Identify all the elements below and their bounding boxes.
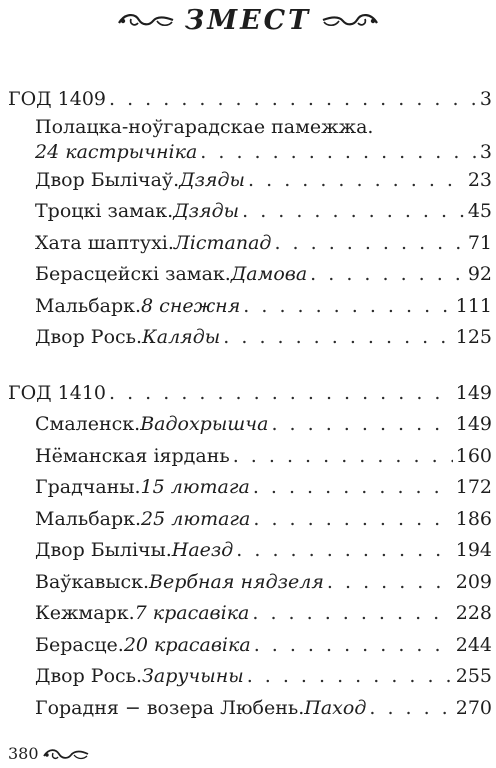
- entry-place: Берасцейскі замак.: [35, 263, 231, 285]
- flourish-ornament-icon: [321, 9, 379, 31]
- toc-entry[interactable]: [8, 661, 492, 693]
- page-number: 209: [455, 570, 492, 593]
- dot-leader: [327, 567, 453, 599]
- page-number: 3: [479, 88, 492, 110]
- page-number: 172: [455, 476, 492, 498]
- entry-time: Каляды: [142, 326, 221, 348]
- entry-place: Градчаны.: [35, 476, 141, 498]
- page-number: 125: [455, 326, 492, 348]
- entry-time: Дзяды: [179, 168, 246, 191]
- entry-time: Вадохрышча: [140, 413, 269, 435]
- entry-time: Наезд: [171, 539, 234, 561]
- page-number: 255: [455, 665, 492, 687]
- entry-place: Горадня − возера Любень.: [35, 696, 305, 719]
- entry-time: 8 снежня: [141, 294, 241, 317]
- toc-entry[interactable]: [8, 165, 492, 197]
- toc-entry[interactable]: [8, 567, 492, 599]
- folio-page-number: 380: [8, 744, 39, 763]
- toc-entry[interactable]: [8, 409, 492, 441]
- toc-entry[interactable]: [8, 291, 492, 323]
- page-number: 244: [455, 633, 492, 656]
- page-number: 160: [455, 444, 492, 467]
- dot-leader: [200, 139, 477, 165]
- dot-leader: [369, 693, 452, 725]
- entry-time: Лістапад: [173, 231, 272, 254]
- entry-place: Двор Былічаў.: [35, 168, 180, 191]
- toc-section-1410: [8, 378, 492, 725]
- toc-entry[interactable]: [8, 196, 492, 228]
- dot-leader: [243, 291, 452, 323]
- dot-leader: [233, 441, 453, 473]
- entry-time: Дзяды: [173, 200, 240, 222]
- entry-time: Заручыны: [142, 665, 244, 687]
- toc-entry[interactable]: [8, 259, 492, 291]
- dot-leader: [109, 84, 477, 116]
- toc-entry[interactable]: [8, 322, 492, 354]
- entry-place: Полацка-ноўгарадскае памежжа.: [35, 115, 374, 138]
- page-number: 23: [467, 168, 492, 191]
- toc-section-heading[interactable]: [8, 378, 492, 410]
- page-number: 186: [455, 507, 492, 530]
- toc-entry[interactable]: [8, 598, 492, 630]
- entry-place: Мальбарк.: [35, 507, 142, 530]
- page-number: 149: [455, 381, 492, 404]
- entry-place: Берасце.: [35, 633, 124, 656]
- page-number: 45: [467, 200, 492, 222]
- entry-time: 7 красавіка: [134, 602, 250, 624]
- entry-place: Двор Рось.: [35, 665, 143, 687]
- dot-leader: [253, 472, 453, 504]
- toc-section-1409: [8, 84, 492, 354]
- page-footer: [8, 744, 90, 763]
- entry-time: Дамова: [230, 263, 308, 285]
- entry-place: Мальбарк.: [35, 294, 142, 317]
- entry-time: Паход: [304, 696, 367, 719]
- entry-time: 24 кастрычніка: [35, 140, 198, 163]
- page-number: 111: [455, 294, 492, 317]
- section-title: ГОД 1409: [8, 88, 106, 110]
- page-title: ЗМЕСТ: [184, 4, 312, 36]
- entry-place: Смаленск.: [35, 413, 141, 435]
- dot-leader: [247, 661, 453, 693]
- toc-entry[interactable]: [8, 116, 492, 165]
- page-number: 92: [467, 263, 492, 285]
- entry-place: Хата шаптухі.: [35, 231, 174, 254]
- dot-leader: [236, 535, 452, 567]
- entry-place: Кежмарк.: [35, 602, 135, 624]
- dot-leader: [248, 165, 465, 197]
- dot-leader: [254, 630, 453, 662]
- dot-leader: [242, 196, 465, 228]
- entry-time: 20 красавіка: [123, 633, 251, 656]
- flourish-ornament-icon: [117, 9, 175, 31]
- page-number: 270: [455, 696, 492, 719]
- page-number: 194: [455, 539, 492, 561]
- table-of-contents: [8, 84, 492, 748]
- page-number: 228: [455, 602, 492, 624]
- section-title: ГОД 1410: [8, 381, 106, 404]
- entry-place: Двор Рось.: [35, 326, 143, 348]
- flourish-ornament-icon: [42, 746, 90, 762]
- page-number: 3: [479, 140, 492, 163]
- page-number: 149: [455, 413, 492, 435]
- entry-place: Нёманская іярдань: [35, 444, 230, 467]
- page-number: 71: [467, 231, 492, 254]
- dot-leader: [252, 598, 452, 630]
- toc-entry[interactable]: [8, 441, 492, 473]
- dot-leader: [271, 409, 452, 441]
- toc-entry[interactable]: [8, 228, 492, 260]
- entry-time: Вербная нядзеля: [149, 570, 324, 593]
- dot-leader: [223, 322, 452, 354]
- toc-entry[interactable]: [8, 630, 492, 662]
- dot-leader: [109, 378, 453, 410]
- toc-entry[interactable]: [8, 472, 492, 504]
- toc-entry[interactable]: [8, 504, 492, 536]
- entry-place: Ваўкавыск.: [35, 570, 150, 593]
- dot-leader: [253, 504, 452, 536]
- entry-time: 15 лютага: [140, 476, 250, 498]
- entry-place: Двор Былічы.: [35, 539, 172, 561]
- dot-leader: [310, 259, 465, 291]
- dot-leader: [274, 228, 464, 260]
- toc-section-heading[interactable]: [8, 84, 492, 116]
- entry-place: Троцкі замак.: [35, 200, 174, 222]
- toc-entry[interactable]: [8, 535, 492, 567]
- page-header: [0, 0, 496, 40]
- toc-entry[interactable]: [8, 693, 492, 725]
- entry-time: 25 лютага: [141, 507, 251, 530]
